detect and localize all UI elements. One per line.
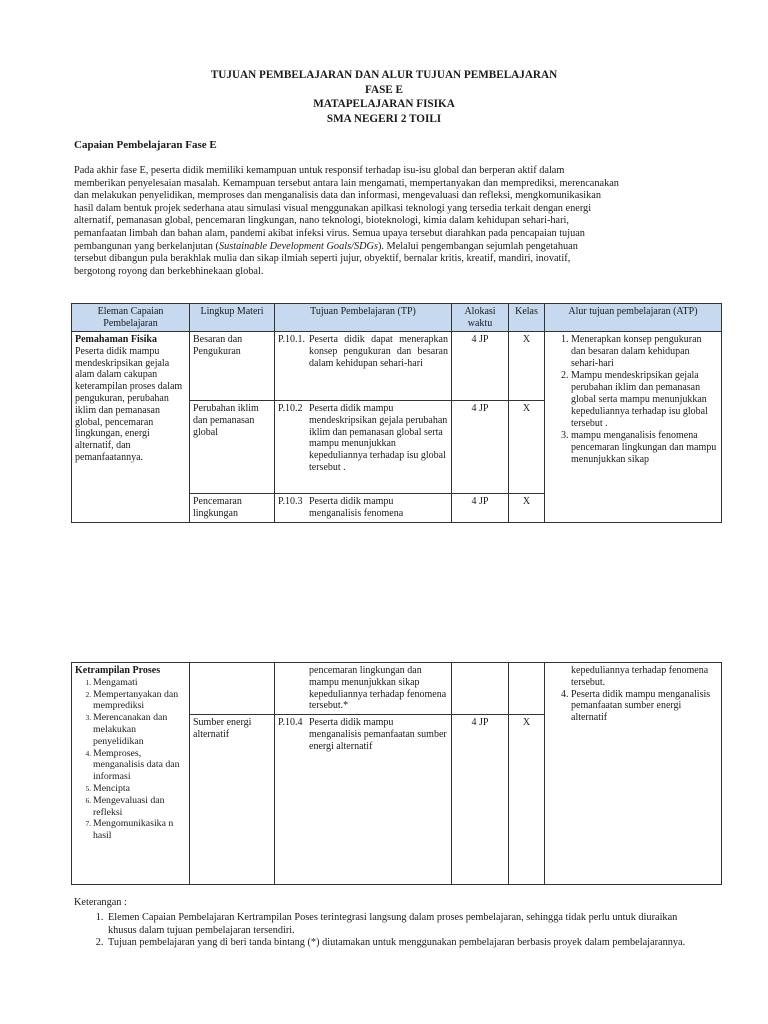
sdg-italic-text: Sustainable Development Goals/SDGs xyxy=(218,240,378,252)
cp-line: alternatif, pemanasan global, pencemaran lingkungan, nano teknologi, bioteknologi, kimia dalam kehidupan sehari-hari, xyxy=(74,215,569,227)
atp-item: 2. Mampu mendeskripsikan gejala perubahan iklim dan pemanasan global serta mampu menunjukkan kepeduliannya terhadap isu global tersebut . xyxy=(571,370,718,429)
title-line-3: MATAPELAJARAN FISIKA xyxy=(313,98,455,110)
cp-text: ). Melalui pengembangan sejumlah pengetahuan xyxy=(377,240,578,252)
tp-cell xyxy=(275,494,452,523)
tp-code: P.10.3 xyxy=(278,496,303,507)
tp-cell xyxy=(275,332,452,401)
tp-text: Peserta didik mampu menganalisis fenomena xyxy=(309,496,404,519)
skills-list xyxy=(75,677,186,842)
cp-line: hasil dalam bentuk projek sederhana atau simulasi visual menggunakan apilkasi teknologi yang tersedia terkait dengan energi xyxy=(74,202,592,214)
header-atp: Alur tujuan pembelajaran (ATP) xyxy=(545,304,722,332)
header-lingkup: Lingkup Materi xyxy=(190,304,275,332)
list-item: 6. Mengevaluasi dan refleksi xyxy=(93,795,186,819)
lingkup-cell: Perubahan iklim dan pemanasan global xyxy=(190,401,275,494)
cp-line: dan melakukan penyelidikan, memproses dan menganalisis data dan informasi, mengevaluasi dan refleksi, mengkomunikasikan xyxy=(74,190,601,202)
list-item: 3. Merencanakan dan melakukan penyelidikan xyxy=(93,712,186,747)
alokasi-cell: 4 JP xyxy=(452,332,509,401)
table-row xyxy=(72,332,722,401)
list-item: 4. Memproses, menganalisis data dan informasi xyxy=(93,748,186,783)
cp-line: memberikan penyelesaian masalah. Kemampuan tersebut antara lain mengamati, mempertanyakan dan memprediksi, merencanakan xyxy=(74,177,619,189)
elemen-cell xyxy=(72,663,190,885)
elemen-title: Ketrampilan Proses xyxy=(75,665,161,676)
header-kelas: Kelas xyxy=(509,304,545,332)
list-item: 7. Mengomunikasika n hasil xyxy=(93,818,186,842)
tp-text: pencemaran lingkungan dan mampu menunjukkan sikap kepeduliannya terhadap fenomena tersebut.* xyxy=(309,665,447,712)
lingkup-cell xyxy=(190,663,275,715)
note-item: 2. Tujuan pembelajaran yang di beri tanda bintang (*) diutamakan untuk menggunakan pembelajaran berbasis proyek dalam pembelajarannya. xyxy=(106,937,694,950)
cp-line: tersebut dibangun pula berakhlak mulia dan sikap ilmiah seperti jujur, obyektif, bernalar kritis, kreatif, mandiri, inovatif, xyxy=(74,253,571,265)
list-item: 1. Mengamati xyxy=(93,677,186,689)
atp-table xyxy=(71,303,722,523)
alokasi-cell xyxy=(452,663,509,715)
elemen-description: Peserta didik mampu mendeskripsikan gejala alam dalam cakupan keterampilan proses dalam pengukuran, perubahan iklim dan pemanasan global, pencemaran lingkungan, energi alternatif, dan pemanfaatannya. xyxy=(75,345,183,463)
header-tp: Tujuan Pembelajaran (TP) xyxy=(275,304,452,332)
tp-code: P.10.2 xyxy=(278,403,303,414)
lingkup-cell: Sumber energi alternatif xyxy=(190,715,275,885)
title-line-4: SMA NEGERI 2 TOILI xyxy=(326,112,442,125)
tp-code: P.10.4 xyxy=(278,717,303,729)
tp-cell xyxy=(275,401,452,494)
note-item: 1. Elemen Capaian Pembelajaran Kertrampilan Poses terintegrasi langsung dalam proses pembelajaran, sehingga tidak perlu untuk diuraikan khusus dalam tujuan pembelajaran tersendiri. xyxy=(106,912,694,938)
notes-list xyxy=(74,912,694,950)
notes-heading: Keterangan : xyxy=(74,897,127,908)
atp-item: 3. mampu menganalisis fenomena pencemaran lingkungan dan mampu menunjukkan sikap xyxy=(571,430,718,465)
atp-item: 4. Peserta didik mampu menganalisis pemanfaatan sumber energi alternatif xyxy=(571,689,718,724)
kelas-cell: X xyxy=(509,715,545,885)
lingkup-cell: Pencemaran lingkungan xyxy=(190,494,275,523)
table-header-row xyxy=(72,304,722,332)
title-line-1: TUJUAN PEMBELAJARAN DAN ALUR TUJUAN PEMBELAJARAN xyxy=(210,69,558,81)
kelas-cell: X xyxy=(509,332,545,401)
atp-text: kepeduliannya terhadap fenomena tersebut. xyxy=(571,665,709,688)
kelas-cell: X xyxy=(509,401,545,494)
tp-cell xyxy=(275,663,452,715)
tp-text: Peserta didik mampu mendeskripsikan gejala perubahan iklim dan pemanasan global serta mampu menunjukkan kepeduliannya terhadap isu global tersebut . xyxy=(309,403,448,473)
kelas-cell: X xyxy=(509,494,545,523)
alokasi-cell: 4 JP xyxy=(452,715,509,885)
tp-text: Peserta didik mampu menganalisis pemanfaatan sumber energi alternatif xyxy=(309,717,447,752)
atp-cell xyxy=(545,663,722,885)
atp-table-continued xyxy=(71,662,722,885)
atp-cell xyxy=(545,332,722,523)
cp-heading: Capaian Pembelajaran Fase E xyxy=(74,139,217,151)
kelas-cell xyxy=(509,663,545,715)
list-item: 2. Mempertanyakan dan memprediksi xyxy=(93,689,186,713)
cp-paragraph xyxy=(74,165,684,278)
tp-code: P.10.1. xyxy=(278,334,305,345)
table-row xyxy=(72,663,722,715)
document-title xyxy=(0,68,768,126)
tp-cell xyxy=(275,715,452,885)
cp-line: pemanfaatan limbah dan bahan alam, pandemi akibat infeksi virus. Semua upaya tersebut diarahkan pada pencapaian tujuan xyxy=(74,227,585,239)
cp-line xyxy=(74,241,684,254)
header-elemen: Eleman Capaian Pembelajaran xyxy=(72,304,190,332)
cp-text: pembangunan yang berkelanjutan ( xyxy=(74,240,219,252)
cp-line: bergotong royong dan berkebhinekaan global. xyxy=(74,265,264,277)
cp-line: Pada akhir fase E, peserta didik memiliki kemampuan untuk responsif terhadap isu-isu global dan berperan aktif dalam xyxy=(74,165,565,176)
notes-section xyxy=(74,897,694,950)
alokasi-cell: 4 JP xyxy=(452,401,509,494)
title-line-2: FASE E xyxy=(364,83,404,96)
list-item: 5. Mencipta xyxy=(93,783,186,795)
atp-item: 1. Menerapkan konsep pengukuran dan besaran dalam kehidupan sehari-hari xyxy=(571,334,718,369)
header-alokasi: Alokasi waktu xyxy=(452,304,509,332)
lingkup-cell: Besaran dan Pengukuran xyxy=(190,332,275,401)
tp-text: Peserta didik dapat menerapkan konsep pengukuran dan besaran dalam kehidupan sehari-hari xyxy=(309,334,448,369)
elemen-title: Pemahaman Fisika xyxy=(75,334,157,345)
elemen-cell xyxy=(72,332,190,523)
alokasi-cell: 4 JP xyxy=(452,494,509,523)
